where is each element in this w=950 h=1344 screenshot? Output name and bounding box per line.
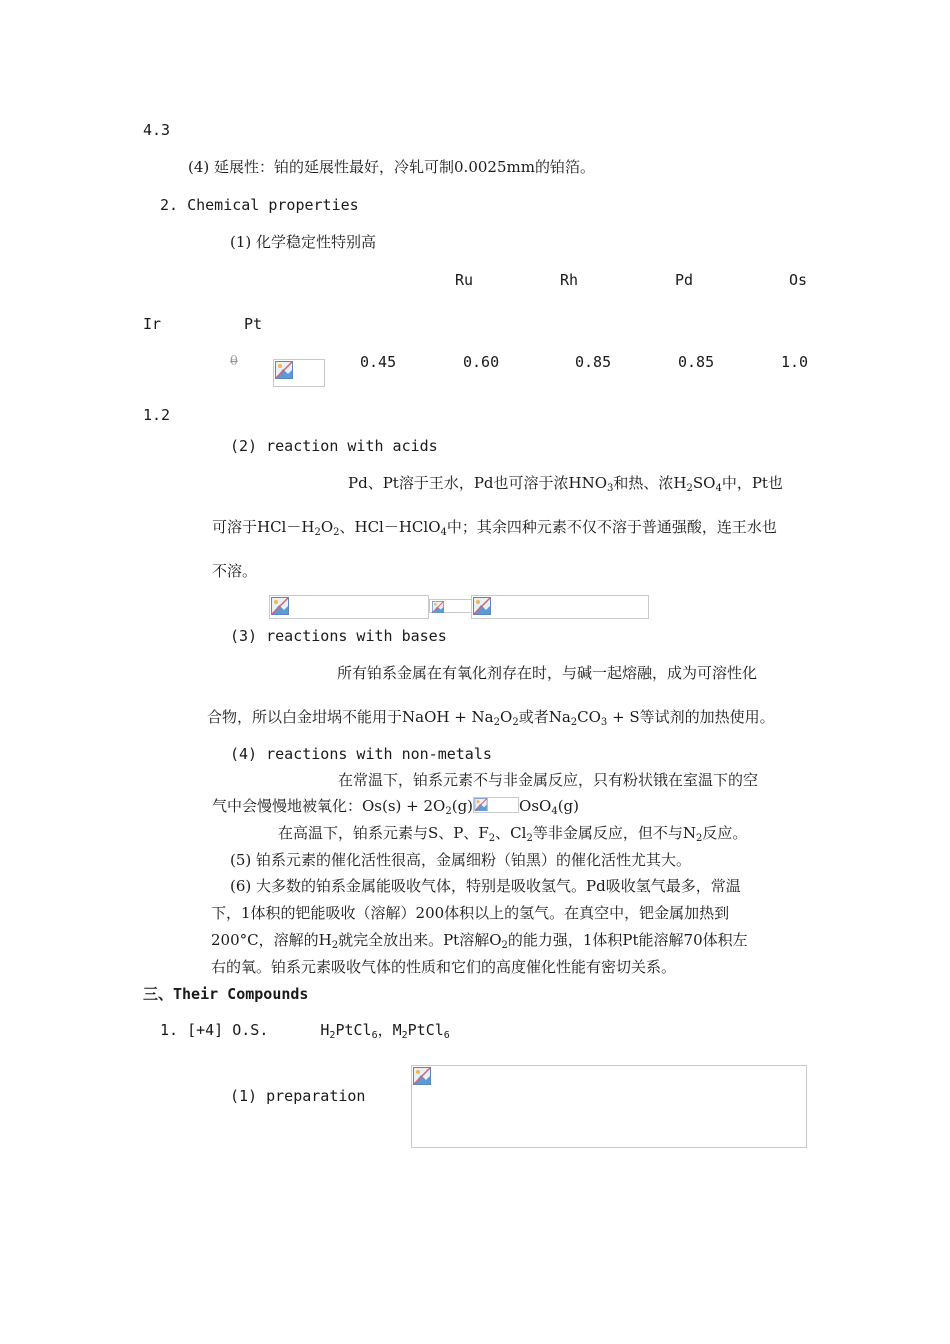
chemical-properties-heading: 2. Chemical properties bbox=[160, 196, 359, 214]
absorption-line-2: 下，1体积的钯能吸收（溶解）200体积以上的氢气。在真空中，钯金属加热到 bbox=[211, 904, 730, 922]
equation-image-2 bbox=[429, 599, 472, 613]
ductility-paragraph: (4) 延展性：铂的延展性最好，冷轧可制0.0025mm的铂箔。 bbox=[188, 158, 595, 176]
table-header-pt: Pt bbox=[244, 315, 263, 333]
acids-line-2: 可溶于$HCl-H_2O_2$、HCl－HClO$_4$中；其余四种元素不仅不溶于普通强酸，连王水也 bbox=[212, 518, 777, 538]
formula-image bbox=[273, 359, 325, 387]
absorption-line-3: 200°C，溶解的$H_2$就完全放出来。Pt溶解$O_2$的能力强，1体积Pt能溶解70体积左 bbox=[211, 931, 748, 951]
table-header-pd: Pd bbox=[675, 271, 694, 289]
nonmetals-line-2: 气中会慢慢地被氧化：$Os(s) + 2O_2(g)$ OsO$_4$(g) bbox=[212, 797, 580, 817]
bases-heading: (3) reactions with bases bbox=[230, 627, 447, 645]
stability-heading: (1) 化学稳定性特别高 bbox=[230, 233, 377, 251]
table-header-ru: Ru bbox=[455, 271, 474, 289]
line-4-3: 4.3 bbox=[143, 121, 171, 139]
catalysis-paragraph: (5) 铂系元素的催化活性很高，金属细粉（铂黑）的催化活性尤其大。 bbox=[230, 851, 692, 869]
acids-line-1: Pd、Pt溶于王水，Pd也可溶于浓$HNO_3$和热、浓$H_2SO_4$中，Pt也 bbox=[348, 474, 783, 494]
acids-heading: (2) reaction with acids bbox=[230, 437, 438, 455]
broken-image-icon bbox=[431, 601, 445, 613]
table-value-rh: 0.60 bbox=[463, 353, 500, 371]
table-value-ir: 1.0 bbox=[781, 353, 809, 371]
table-value-pt: 1.2 bbox=[143, 406, 171, 424]
table-header-os: Os bbox=[789, 271, 808, 289]
table-header-ir: Ir bbox=[143, 315, 162, 333]
absorption-line-1: (6) 大多数的铂系金属能吸收气体，特别是吸收氢气。Pd吸收氢气最多，常温 bbox=[230, 877, 741, 895]
nonmetals-heading: (4) reactions with non-metals bbox=[230, 745, 492, 763]
arrow-image bbox=[473, 797, 519, 813]
table-value-pd: 0.85 bbox=[575, 353, 612, 371]
nonmetals-line-3: 在高温下，铂系元素与S、P、$F_2$、$Cl_2$等非金属反应，但不与$N_2$反应。 bbox=[278, 824, 748, 844]
equation-image-1 bbox=[269, 595, 429, 619]
table-header-rh: Rh bbox=[560, 271, 579, 289]
oxidation-state-line: 1. [+4] O.S. $H_2PtCl_6$，$M_2PtCl_6$ bbox=[160, 1021, 450, 1041]
broken-image-icon bbox=[474, 798, 488, 811]
equation-image-3 bbox=[471, 595, 649, 619]
nonmetals-line-1: 在常温下，铂系元素不与非金属反应，只有粉状锇在室温下的空 bbox=[338, 771, 759, 789]
acids-line-3: 不溶。 bbox=[212, 562, 258, 580]
theta-symbol: θ bbox=[230, 354, 238, 369]
absorption-line-4: 右的氧。铂系元素吸收气体的性质和它们的高度催化性能有密切关系。 bbox=[211, 958, 677, 976]
bases-line-2: 合物，所以白金坩埚不能用于NaOH + $Na_2O_2$或者$Na_2CO_3 + S$等试剂的加热使用。 bbox=[207, 708, 775, 728]
table-value-ru: 0.45 bbox=[360, 353, 397, 371]
broken-image-icon bbox=[275, 361, 293, 379]
broken-image-icon bbox=[473, 597, 491, 615]
compounds-heading: 三、Their Compounds bbox=[143, 985, 309, 1003]
broken-image-icon bbox=[413, 1067, 431, 1085]
preparation-heading: (1) preparation bbox=[230, 1087, 366, 1105]
bases-line-1: 所有铂系金属在有氧化剂存在时，与碱一起熔融，成为可溶性化 bbox=[337, 664, 758, 682]
table-value-os: 0.85 bbox=[678, 353, 715, 371]
broken-image-icon bbox=[271, 597, 289, 615]
preparation-image bbox=[411, 1065, 807, 1148]
